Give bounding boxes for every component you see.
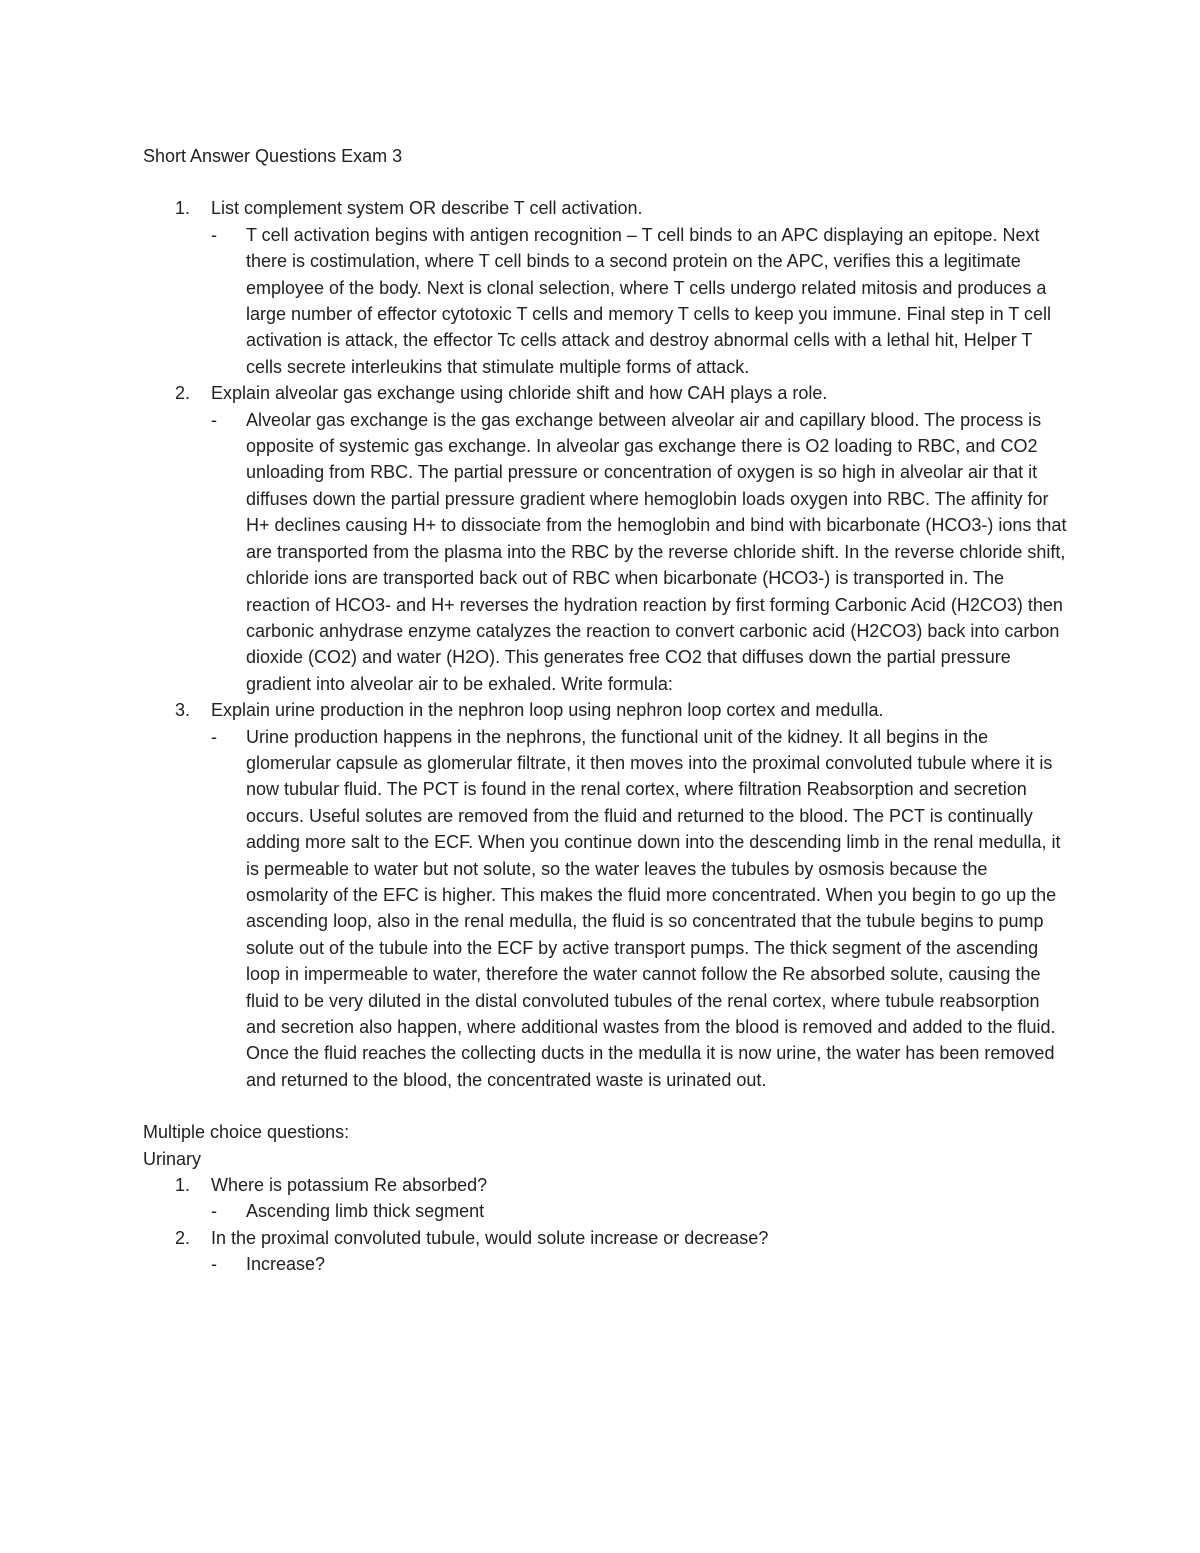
item-number: 1. (175, 1175, 191, 1196)
list-item (143, 195, 1073, 380)
question-text: Where is potassium Re absorbed? (211, 1175, 488, 1196)
answer-text: Alveolar gas exchange is the gas exchange between alveolar air and capillary blood. The process is opposite of systemic gas exchange. In alveolar gas exchange there is O2 loading to RBC, and CO2 unloading from RBC. The partial pressure or concentration of oxygen is so high in alveolar air that it diffuses down the partial pressure gradient where hemoglobin loads oxygen into RBC. The affinity for H+ declines causing H+ to dissociate from the hemoglobin and bind with bicarbonate (HCO3-) ions that are transported from the plasma into the RBC by the reverse chloride shift. In the reverse chloride shift, chloride ions are transported back out of RBC when bicarbonate (HCO3-) is transported in. The reaction of HCO3- and H+ reverses the hydration reaction by first forming Carbonic Acid (H2CO3) then carbonic anhydrase enzyme catalyzes the reaction to convert carbonic acid (H2CO3) back into carbon dioxide (CO2) and water (H2O). This generates free CO2 that diffuses down the partial pressure gradient into alveolar air to be exhaled. Write formula: (246, 409, 1067, 694)
answer-item (211, 1251, 1073, 1277)
answer-item (211, 724, 1073, 1094)
answer-list (211, 724, 1073, 1094)
mcq-list (143, 1172, 1073, 1278)
question-text: Explain alveolar gas exchange using chloride shift and how CAH plays a role. (211, 383, 828, 404)
list-item (143, 1172, 1073, 1225)
list-item (143, 380, 1073, 697)
answer-text: Urine production happens in the nephrons, the functional unit of the kidney. It all begins in the glomerular capsule as glomerular filtrate, it then moves into the proximal convoluted tubule where it is now tubular fluid. The PCT is found in the renal cortex, where filtration Reabsorption and secretion occurs. Useful solutes are removed from the fluid and returned to the blood. The PCT is continually adding more salt to the ECF. When you continue down into the descending limb in the renal medulla, it is permeable to water but not solute, so the water leaves the tubules by osmosis because the osmolarity of the EFC is higher. This makes the fluid more concentrated. When you begin to go up the ascending loop, also in the renal medulla, the fluid is so concentrated that the tubule begins to pump solute out of the tubule into the ECF by active transport pumps. The thick segment of the ascending loop in impermeable to water, therefore the water cannot follow the Re absorbed solute, causing the fluid to be very diluted in the distal convoluted tubules of the renal cortex, where tubule reabsorption and secretion also happen, where additional wastes from the blood is removed and added to the fluid. Once the fluid reaches the collecting ducts in the medulla it is now urine, the water has been removed and returned to the blood, the concentrated waste is urinated out. (246, 726, 1061, 1090)
answer-list (211, 407, 1073, 697)
answer-item (211, 222, 1073, 380)
list-item (143, 1225, 1073, 1278)
question-text: Explain urine production in the nephron loop using nephron loop cortex and medulla. (211, 700, 884, 721)
answer-text: Increase? (246, 1254, 326, 1275)
answer-item (211, 1198, 1073, 1224)
item-number: 2. (175, 1227, 191, 1248)
question-text: In the proximal convoluted tubule, would solute increase or decrease? (211, 1227, 769, 1248)
bullet-marker: - (211, 1201, 217, 1222)
bullet-marker: - (211, 409, 217, 430)
answer-list (211, 1251, 1073, 1277)
item-number: 3. (175, 700, 191, 721)
answer-list (211, 222, 1073, 380)
item-number: 2. (175, 383, 191, 404)
answer-text: Ascending limb thick segment (246, 1201, 485, 1222)
list-item (143, 697, 1073, 1093)
short-answer-list (143, 195, 1073, 1093)
document-body (143, 143, 1073, 1278)
answer-text: T cell activation begins with antigen recognition – T cell binds to an APC displaying an epitope. Next there is costimulation, where T cell binds to a second protein on the APC, verifies this a legitimate employee of the body. Next is clonal selection, where T cells undergo related mitosis and produces a large number of effector cytotoxic T cells and memory T cells to keep you immune. Final step in T cell activation is attack, the effector Tc cells attack and destroy abnormal cells with a lethal hit, Helper T cells secrete interleukins that stimulate multiple forms of attack. (246, 224, 1052, 377)
question-text: List complement system OR describe T cell activation. (211, 198, 643, 219)
page-title: Short Answer Questions Exam 3 (143, 146, 403, 166)
bullet-marker: - (211, 224, 217, 245)
bullet-marker: - (211, 1254, 217, 1275)
mcq-category: Urinary (143, 1148, 202, 1169)
bullet-marker: - (211, 726, 217, 747)
answer-item (211, 407, 1073, 697)
mcq-heading: Multiple choice questions: (143, 1122, 350, 1143)
item-number: 1. (175, 198, 191, 219)
answer-list (211, 1198, 1073, 1224)
